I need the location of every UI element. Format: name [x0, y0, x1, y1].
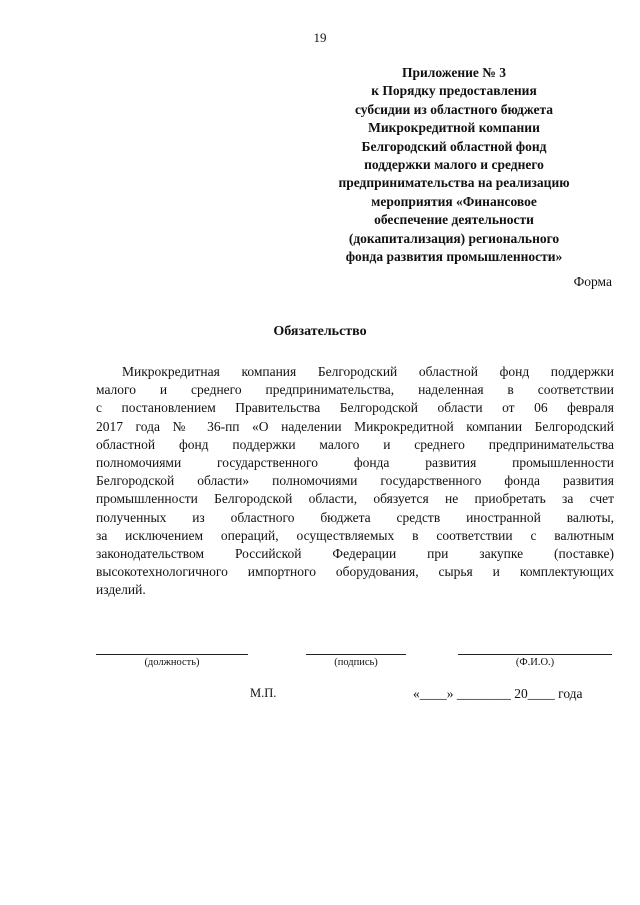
document-title: Обязательство: [273, 324, 367, 339]
seal-label: М.П.: [250, 686, 277, 700]
body-line: 2017 года № 36-пп «О наделении Микрокредитной компании Белгородский: [96, 418, 614, 434]
obligation-body: [96, 363, 614, 600]
body-line: за исключением операций, осуществляемых в соответствии с валютным: [96, 527, 614, 543]
appendix-line: обеспечение деятельности: [374, 212, 534, 228]
body-line: Белгородской области» полномочиями государственного фонда развития: [96, 473, 614, 489]
position-line: [96, 654, 248, 655]
signature-line: [306, 654, 406, 655]
position-caption: (должность): [144, 657, 200, 668]
body-line: малого и среднего предпринимательства, наделенная в соответствии: [96, 382, 614, 398]
page-number: 19: [313, 30, 327, 45]
appendix-line: Микрокредитной компании: [368, 120, 540, 136]
appendix-line: Белгородский областной фонд: [361, 138, 547, 154]
body-line: изделий.: [96, 582, 146, 598]
appendix-line: поддержки малого и среднего: [364, 157, 544, 173]
appendix-line: (докапитализация) регионального: [348, 230, 560, 246]
name-caption: (Ф.И.О.): [515, 657, 555, 668]
appendix-line: мероприятия «Финансовое: [371, 193, 537, 209]
signature-caption: (подпись): [334, 657, 378, 668]
appendix-line: Приложение № 3: [402, 65, 506, 80]
body-line: промышленности Белгородской области, обязуется не приобретать за счет: [96, 491, 614, 507]
name-line: [458, 654, 612, 655]
appendix-line: к Порядку предоставления: [371, 83, 537, 99]
body-line: полученных из областного бюджета средств иностранной валюты,: [96, 509, 614, 525]
body-line: высокотехнологичного импортного оборудования, сырья и комплектующих: [96, 564, 614, 580]
body-line: Микрокредитная компания Белгородский областной фонд поддержки: [122, 364, 614, 379]
appendix-line: субсидии из областного бюджета: [354, 101, 554, 117]
body-line: полномочиями государственного фонда развития промышленности: [96, 455, 614, 471]
appendix-line: предпринимательства на реализацию: [338, 175, 570, 191]
appendix-line: фонда развития промышленности»: [345, 249, 563, 265]
body-line: областной фонд поддержки малого и среднего предпринимательства: [96, 436, 614, 452]
form-label: Форма: [573, 274, 612, 289]
body-line: с постановлением Правительства Белгородской области от 06 февраля: [96, 400, 614, 416]
body-line: законодательством Российской Федерации при закупке (поставке): [96, 546, 614, 562]
appendix-header: [318, 64, 590, 266]
date-line: «____» ________ 20____ года: [413, 686, 583, 701]
